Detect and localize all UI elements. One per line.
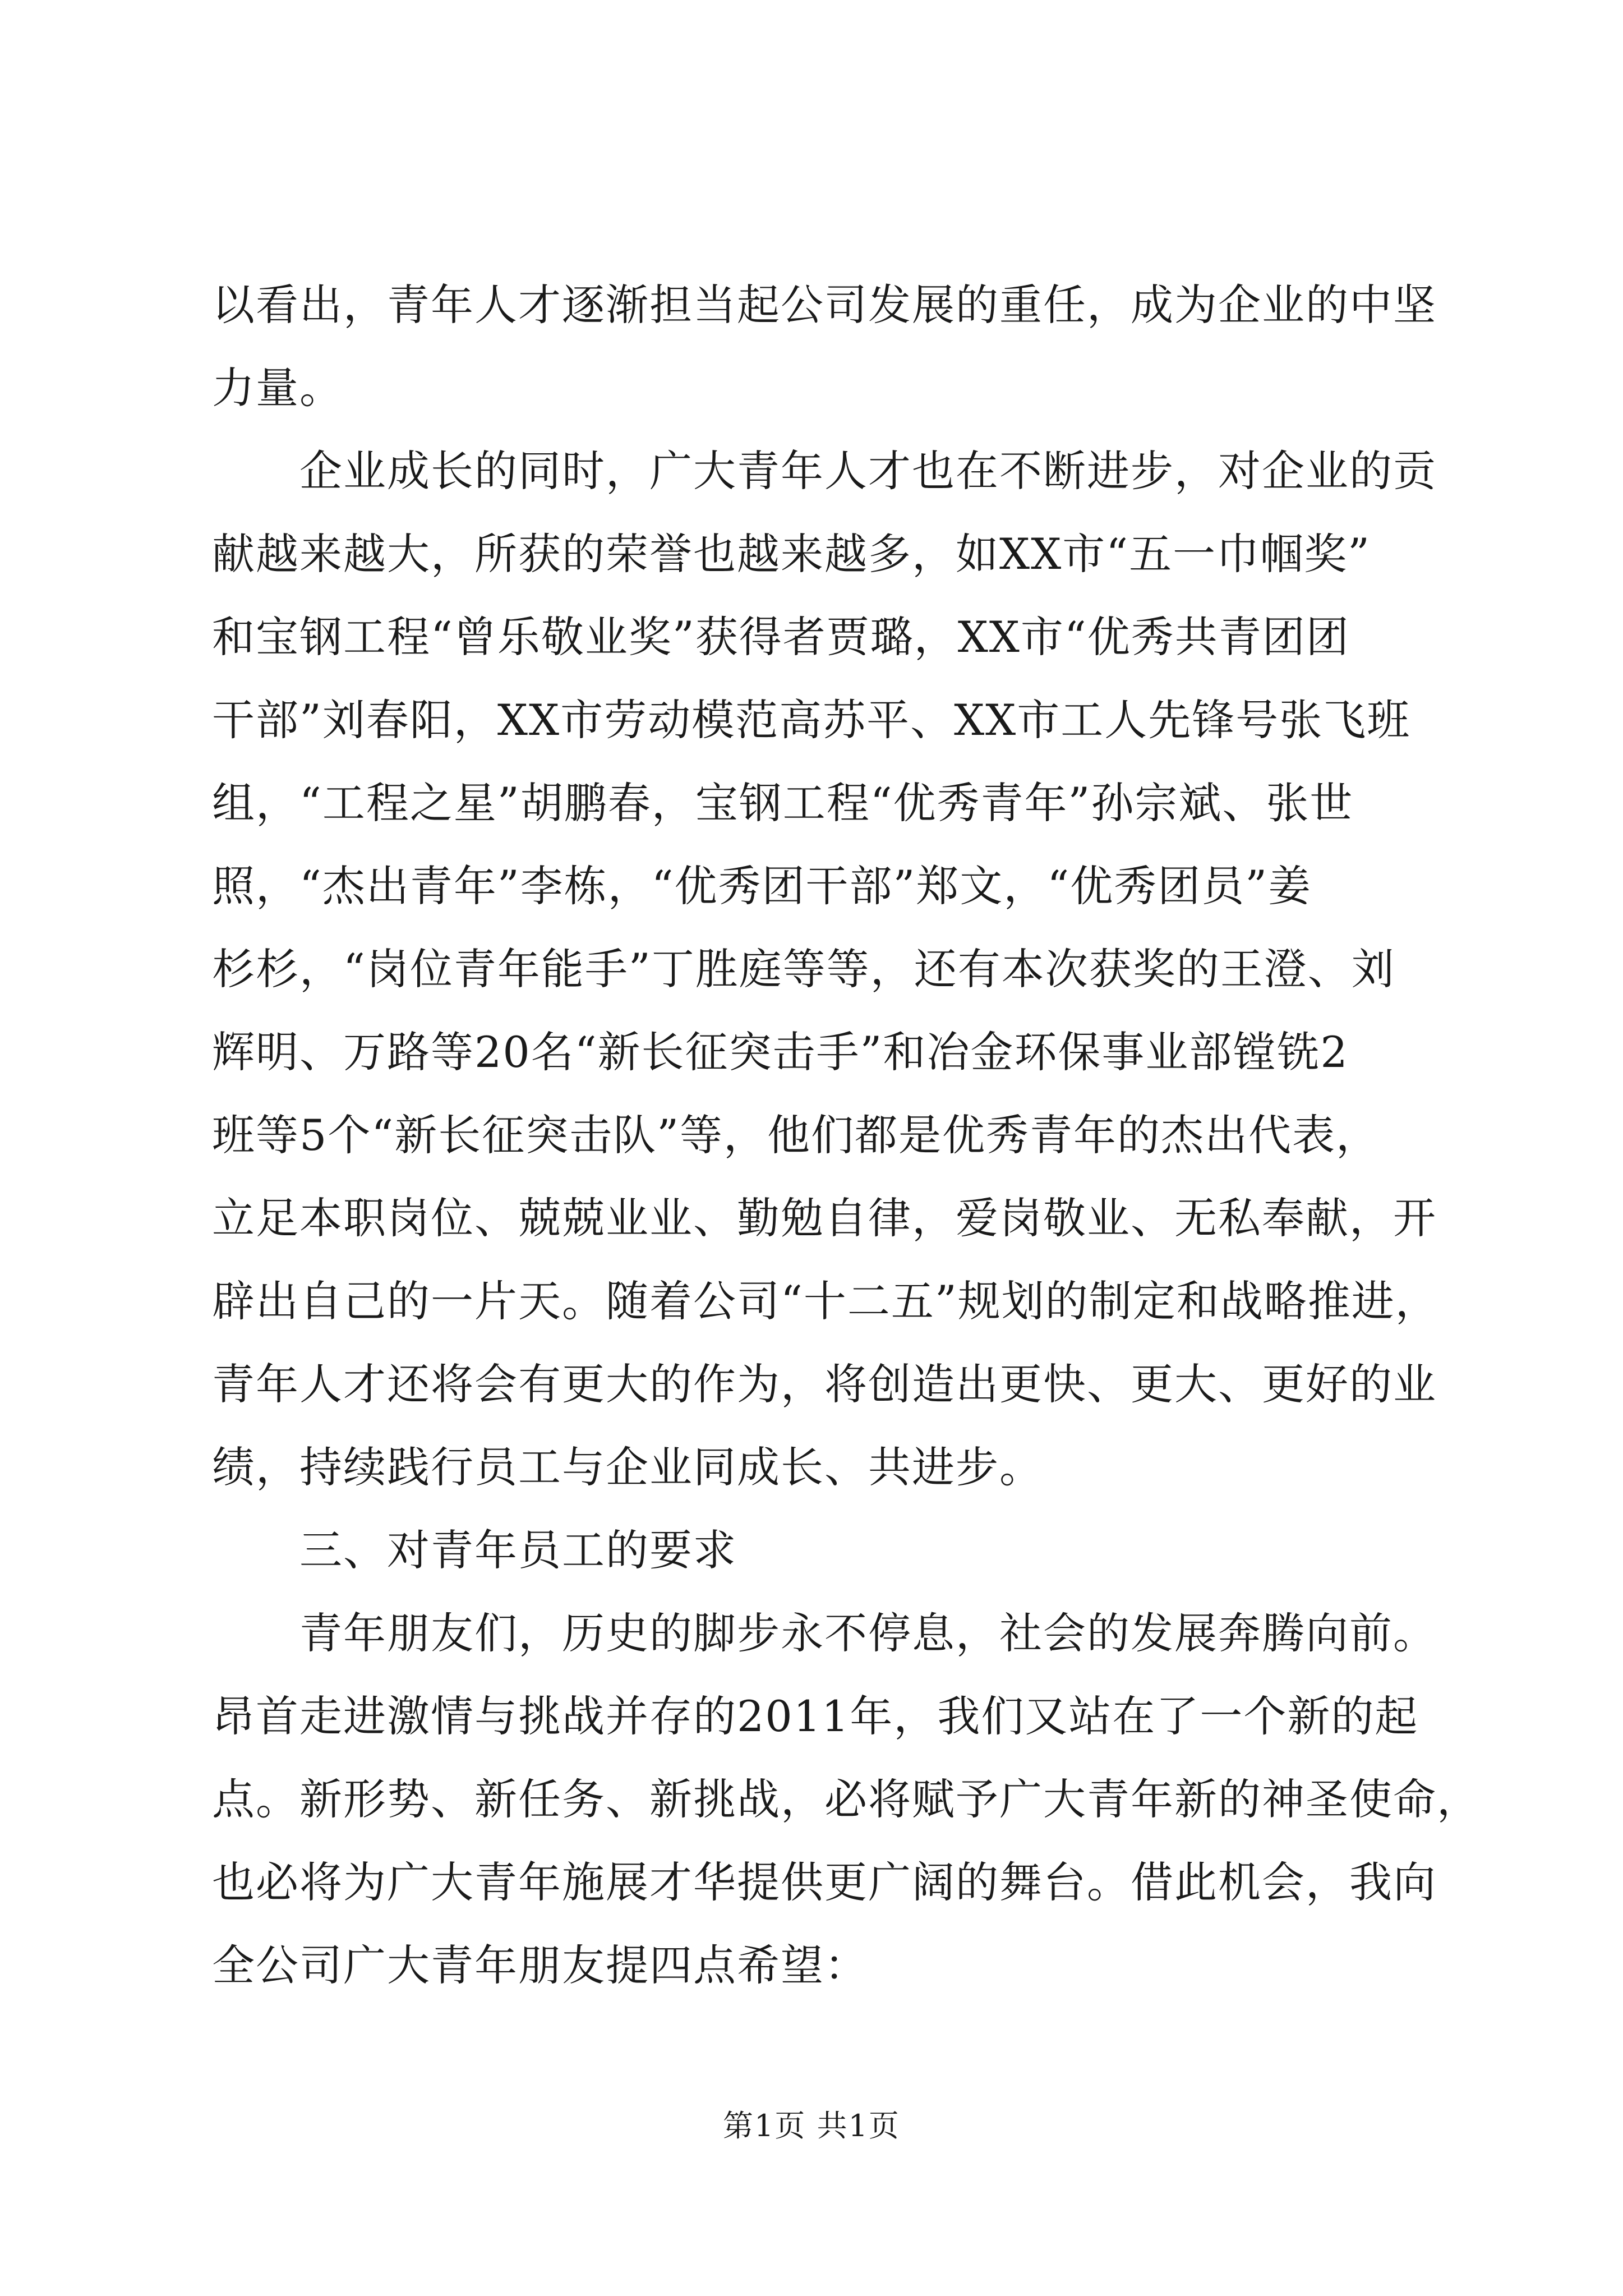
text-line: 昂首走进激情与挑战并存的2011年，我们又站在了一个新的起 bbox=[212, 1691, 1419, 1741]
text-line: 和宝钢工程“曾乐敬业奖”获得者贾璐，XX市“优秀共青团团 bbox=[212, 612, 1350, 662]
text-line: 辉明、万路等20名“新长征突击手”和冶金环保事业部镗铣2 bbox=[212, 1027, 1349, 1077]
text-line: 照，“杰出青年”李栋，“优秀团干部”郑文，“优秀团员”姜 bbox=[212, 861, 1312, 911]
text-line: 班等5个“新长征突击队”等，他们都是优秀青年的杰出代表， bbox=[212, 1110, 1380, 1160]
paragraph-first-line: 青年朋友们，历史的脚步永不停息，社会的发展奔腾向前。 bbox=[299, 1608, 1437, 1658]
text-line: 全公司广大青年朋友提四点希望： bbox=[212, 1940, 868, 1990]
text-line: 立足本职岗位、兢兢业业、勤勉自律，爱岗敬业、无私奉献，开 bbox=[212, 1193, 1437, 1243]
text-line: 组，“工程之星”胡鹏春，宝钢工程“优秀青年”孙宗斌、张世 bbox=[212, 778, 1354, 828]
paragraph-first-line: 企业成长的同时，广大青年人才也在不断进步，对企业的贡 bbox=[299, 446, 1437, 496]
text-line: 杉杉，“岗位青年能手”丁胜庭等等，还有本次获奖的王澄、刘 bbox=[212, 944, 1395, 994]
text-line: 献越来越大，所获的荣誉也越来越多，如XX市“五一巾帼奖” bbox=[212, 529, 1371, 579]
text-line: 绩，持续践行员工与企业同成长、共进步。 bbox=[212, 1442, 1043, 1492]
page-number-footer: 第1页 共1页 bbox=[723, 2108, 900, 2143]
body-text bbox=[212, 264, 1481, 2007]
section-heading: 三、对青年员工的要求 bbox=[299, 1525, 737, 1575]
text-line: 干部”刘春阳，XX市劳动模范高苏平、XX市工人先锋号张飞班 bbox=[212, 695, 1411, 745]
text-line: 也必将为广大青年施展才华提供更广阔的舞台。借此机会，我向 bbox=[212, 1857, 1437, 1907]
text-line: 力量。 bbox=[212, 363, 343, 413]
text-line: 点。新形势、新任务、新挑战，必将赋予广大青年新的神圣使命， bbox=[212, 1774, 1481, 1824]
text-line: 以看出，青年人才逐渐担当起公司发展的重任，成为企业的中坚 bbox=[212, 280, 1437, 330]
text-line: 青年人才还将会有更大的作为，将创造出更快、更大、更好的业 bbox=[212, 1359, 1437, 1409]
text-line: 辟出自己的一片天。随着公司“十二五”规划的制定和战略推进， bbox=[212, 1276, 1439, 1326]
